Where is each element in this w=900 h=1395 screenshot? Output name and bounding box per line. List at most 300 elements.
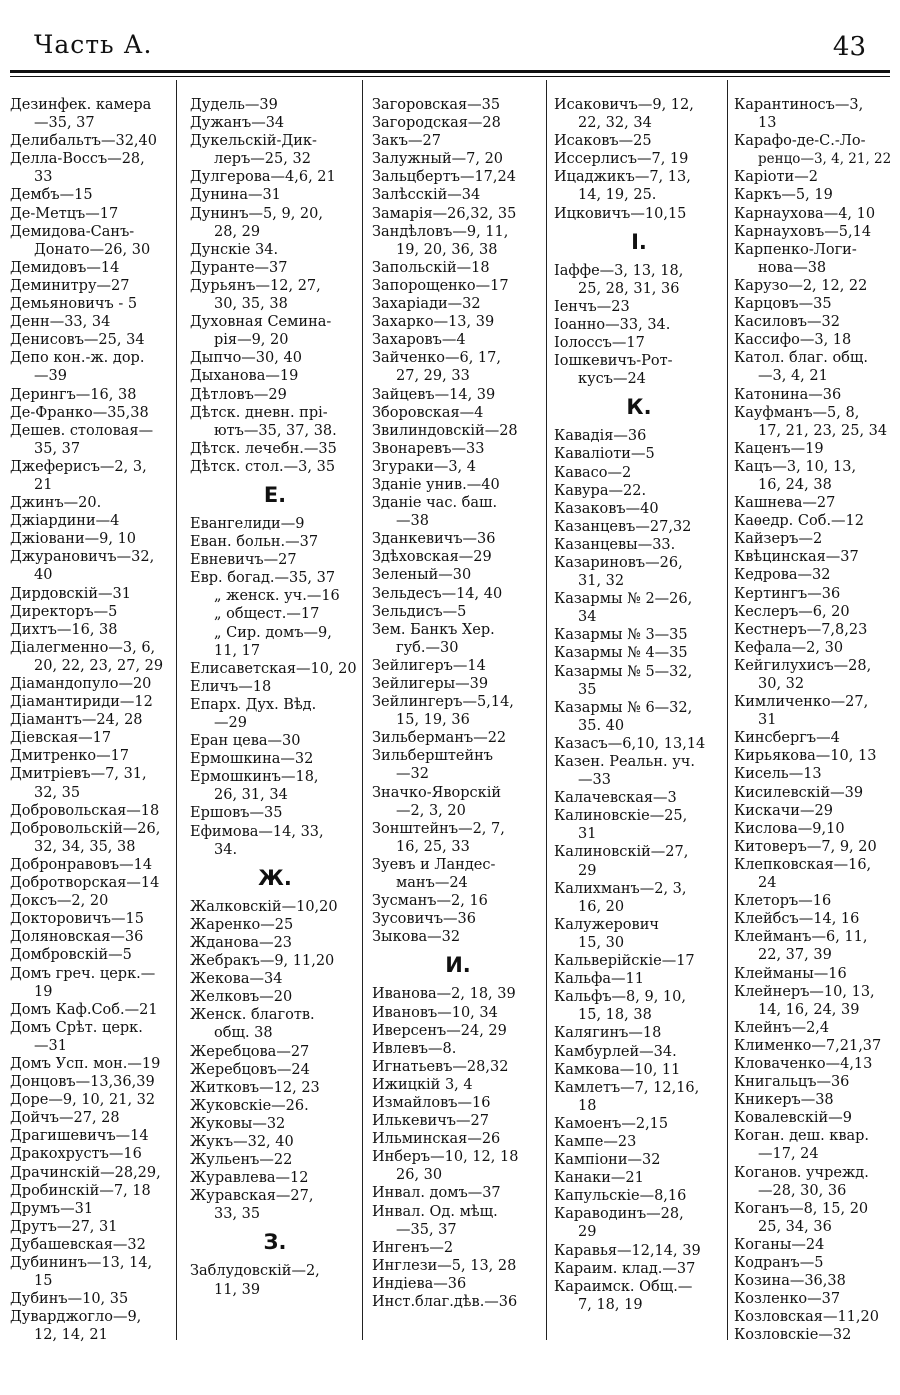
- directory-entry: Де-Франко—35,38: [10, 404, 149, 421]
- entry-continuation: 15, 30: [578, 934, 625, 951]
- directory-entry: Камлетъ—7, 12,16,: [554, 1079, 700, 1096]
- entry-continuation: 30, 35, 38: [214, 296, 288, 313]
- directory-entry: Казармы № 6—32,: [554, 699, 693, 716]
- entry-continuation: 11, 39: [214, 1281, 261, 1298]
- directory-entry: Дуварджогло—9,: [10, 1309, 142, 1326]
- directory-entry: Иссерлисъ—7, 19: [554, 151, 689, 168]
- directory-entry: Захарiади—32: [372, 296, 481, 313]
- directory-entry: Измайловъ—16: [372, 1094, 491, 1111]
- directory-entry: Казармы № 2—26,: [554, 591, 693, 608]
- directory-entry: Коганов. учрежд.: [734, 1164, 869, 1181]
- directory-entry: Журавская—27,: [190, 1188, 314, 1205]
- directory-entry: Зальцбертъ—17,24: [372, 169, 516, 186]
- directory-entry: Зельдесъ—14, 40: [372, 585, 503, 602]
- directory-entry: Кникеръ—38: [734, 1092, 834, 1109]
- directory-entry: Загоровская—35: [372, 97, 501, 113]
- directory-entry: Кертингъ—36: [734, 585, 841, 602]
- directory-entry: Жеребцова—27: [190, 1043, 310, 1060]
- directory-entry: Доляновская—36: [10, 929, 144, 946]
- directory-entry: Кловаченко—4,13: [734, 1055, 873, 1072]
- header-rule-thick: [10, 70, 890, 73]
- entry-continuation: 22, 32, 34: [578, 115, 652, 132]
- entry-continuation: 40: [34, 567, 53, 584]
- entry-continuation: 18: [578, 1097, 597, 1114]
- directory-entry: Дихтъ—16, 38: [10, 621, 118, 638]
- directory-entry: Кампе—23: [554, 1133, 637, 1150]
- directory-entry: Зборовская—4: [372, 404, 484, 421]
- directory-entry: Караимск. Общ.—: [554, 1278, 693, 1295]
- directory-entry: Дыханова—19: [190, 368, 299, 385]
- directory-entry: Донцовъ—13,36,39: [10, 1074, 155, 1091]
- entry-continuation: кусъ—24: [578, 371, 646, 388]
- directory-entry: Жалковскiй—10,20: [190, 898, 338, 915]
- directory-entry: Кальфъ—8, 9, 10,: [554, 989, 686, 1006]
- directory-column-1: [10, 96, 174, 1344]
- entry-continuation: 21: [34, 476, 53, 493]
- directory-entry: Дужанъ—34: [190, 115, 285, 132]
- directory-entry: Журавлева—12: [190, 1170, 309, 1187]
- directory-entry: Ицаджикъ—7, 13,: [554, 169, 691, 186]
- directory-entry: Камбурлей—34.: [554, 1043, 677, 1060]
- directory-entry: Ермошкина—32: [190, 751, 314, 768]
- entry-continuation: ютъ—35, 37, 38.: [214, 422, 337, 439]
- entry-continuation: 29: [578, 862, 597, 879]
- entry-continuation: „ женск. уч.—16: [214, 588, 340, 605]
- directory-entry: Добронравовъ—14: [10, 856, 153, 873]
- directory-entry: Клейнъ—2,4: [734, 1019, 830, 1036]
- directory-entry: Делибальтъ—32,40: [10, 133, 157, 150]
- entry-continuation: 24: [758, 875, 777, 892]
- directory-entry: Еран цева—30: [190, 733, 301, 750]
- directory-entry: Ижицкiй 3, 4: [372, 1076, 473, 1093]
- directory-entry: Дудель—39: [190, 97, 278, 113]
- directory-entry: Калиновскiе—25,: [554, 808, 688, 825]
- directory-entry: Желковъ—20: [190, 989, 293, 1006]
- entry-continuation: нова—38: [758, 259, 827, 276]
- directory-entry: Демьяновичъ - 5: [10, 296, 138, 313]
- directory-entry: Казаковъ—40: [554, 500, 659, 517]
- letter-heading: К.: [626, 395, 652, 420]
- entry-continuation: 14, 16, 24, 39: [758, 1001, 860, 1018]
- directory-entry: Джинъ—20.: [10, 495, 102, 512]
- directory-entry: Инвал. Од. мѣщ.: [372, 1203, 498, 1220]
- directory-entry: Дойчъ—27, 28: [10, 1110, 120, 1127]
- directory-entry: Катонина—36: [734, 386, 842, 403]
- directory-entry: Денисовъ—25, 34: [10, 332, 145, 349]
- entry-continuation: —39: [34, 368, 67, 385]
- directory-entry: Директоръ—5: [10, 603, 118, 620]
- entry-continuation: 34: [578, 609, 597, 626]
- directory-entry: Кефала—2, 30: [734, 639, 844, 656]
- column-divider: [362, 80, 363, 1340]
- entry-continuation: 35. 40: [578, 717, 625, 734]
- directory-entry: Карнаухова—4, 10: [734, 205, 876, 222]
- directory-entry: Дубинъ—10, 35: [10, 1291, 129, 1308]
- column-divider: [176, 80, 177, 1340]
- directory-entry: Дѣтск. лечебн.—35: [190, 440, 337, 457]
- directory-entry: Закъ—27: [372, 133, 441, 150]
- directory-entry: Жукъ—32, 40: [190, 1133, 294, 1150]
- directory-entry: Иверсенъ—24, 29: [372, 1022, 507, 1039]
- directory-entry: Катол. благ. общ.: [734, 350, 868, 367]
- directory-entry: Дiевская—17: [10, 730, 112, 747]
- entry-continuation: манъ—24: [396, 875, 468, 892]
- letter-heading: Ж.: [258, 865, 292, 890]
- directory-entry: Канаки—21: [554, 1170, 644, 1187]
- directory-entry: Значко-Яворскiй: [372, 784, 501, 801]
- entry-continuation: —29: [214, 715, 247, 731]
- directory-entry: Казасъ—6,10, 13,14: [554, 735, 706, 752]
- entry-continuation: 15, 19, 36: [396, 712, 470, 729]
- directory-entry: Ицковичъ—10,15: [554, 205, 687, 222]
- directory-entry: Дезинфек. камера: [10, 97, 152, 113]
- directory-entry: Евневичъ—27: [190, 552, 297, 569]
- directory-entry: Клименко—7,21,37: [734, 1037, 882, 1054]
- directory-entry: Игнатьевъ—28,32: [372, 1058, 509, 1075]
- directory-entry: Коган. деш. квар.: [734, 1128, 870, 1145]
- entry-continuation: 35, 37: [34, 440, 81, 457]
- directory-entry: Дѣтск. дневн. прi-: [190, 404, 328, 421]
- directory-entry: Запорощенко—17: [372, 277, 509, 294]
- directory-entry: Дiамантъ—24, 28: [10, 712, 143, 729]
- directory-entry: Зусовичъ—36: [372, 911, 477, 928]
- entry-continuation: 32, 35: [34, 784, 81, 801]
- directory-entry: Денн—33, 34: [10, 314, 111, 331]
- entry-continuation: 17, 21, 23, 25, 34: [758, 422, 888, 439]
- directory-entry: Загородская—28: [372, 115, 501, 132]
- directory-entry: Кальверiйскiе—17: [554, 953, 695, 970]
- directory-entry: Кавура—22.: [554, 482, 647, 499]
- directory-entry: Зандѣловъ—9, 11,: [372, 223, 509, 240]
- directory-entry: Деминитру—27: [10, 277, 130, 294]
- directory-entry: Козина—36,38: [734, 1273, 846, 1290]
- entry-continuation: 22, 37, 39: [758, 947, 832, 964]
- directory-entry: Зильберманъ—22: [372, 730, 507, 747]
- directory-column-5: [734, 96, 894, 1344]
- directory-entry: Замарiя—26,32, 35: [372, 205, 517, 222]
- directory-entry: Зданiе час. баш.: [372, 495, 498, 512]
- entry-continuation: губ.—30: [396, 639, 459, 656]
- directory-entry: Дирдовскiй—31: [10, 585, 131, 602]
- directory-entry: Зусманъ—2, 16: [372, 893, 488, 910]
- directory-entry: Калихманъ—2, 3,: [554, 880, 687, 897]
- directory-column-4: [554, 96, 724, 1314]
- directory-entry: Дубининъ—13, 14,: [10, 1255, 153, 1271]
- directory-entry: Домъ Усп. мон.—19: [10, 1055, 161, 1072]
- directory-entry: Кисилевскiй—39: [734, 784, 864, 801]
- directory-entry: Кислова—9,10: [734, 820, 845, 837]
- directory-entry: Доксъ—2, 20: [10, 893, 109, 910]
- directory-entry: Згураки—3, 4: [372, 458, 476, 475]
- directory-column-2: [190, 96, 360, 1299]
- directory-entry: Звилиндовскiй—28: [372, 422, 518, 439]
- entry-continuation: —17, 24: [758, 1146, 819, 1163]
- entry-continuation: —28, 30, 36: [758, 1182, 847, 1199]
- page-number: 43: [832, 32, 866, 62]
- directory-entry: Домбровскiй—5: [10, 947, 132, 964]
- directory-entry: Ивановъ—10, 34: [372, 1004, 498, 1021]
- directory-entry: Кауфманъ—5, 8,: [734, 404, 860, 421]
- directory-entry: Книгальцъ—36: [734, 1074, 850, 1091]
- directory-entry: Кацъ—3, 10, 13,: [734, 458, 857, 475]
- directory-entry: Зайцевъ—14, 39: [372, 386, 496, 403]
- directory-entry: Дубашевская—32: [10, 1236, 146, 1253]
- directory-entry: Дiамандопуло—20: [10, 676, 152, 692]
- entry-continuation: леръ—25, 32: [214, 151, 311, 168]
- directory-entry: Казанцевы—33.: [554, 536, 676, 553]
- directory-entry: Кашнева—27: [734, 495, 836, 512]
- directory-entry: Домъ греч. церк.—: [10, 965, 156, 982]
- directory-entry: Клейманы—16: [734, 965, 847, 982]
- directory-entry: Кассифо—3, 18: [734, 332, 852, 349]
- directory-entry: Дыпчо—30, 40: [190, 350, 302, 367]
- directory-entry: Калягинъ—18: [554, 1025, 662, 1042]
- entry-continuation: Донато—26, 30: [34, 241, 151, 258]
- directory-entry: Кимличенко—27,: [734, 694, 869, 711]
- directory-entry: Инглези—5, 13, 28: [372, 1257, 517, 1274]
- directory-entry: Добровольская—18: [10, 802, 160, 819]
- directory-entry: Дробинскiй—7, 18: [10, 1182, 151, 1199]
- directory-entry: Iолоссъ—17: [554, 335, 645, 352]
- directory-entry: Добротворская—14: [10, 875, 160, 892]
- directory-entry: Козленко—37: [734, 1291, 841, 1308]
- directory-entry: Карцовъ—35: [734, 296, 832, 313]
- directory-entry: Клейнеръ—10, 13,: [734, 983, 875, 1000]
- directory-entry: Кампiони—32: [554, 1152, 661, 1169]
- directory-entry: Квѣцинская—37: [734, 549, 859, 566]
- directory-entry: Каваліоти—5: [554, 446, 655, 463]
- directory-entry: Друтъ—27, 31: [10, 1218, 118, 1235]
- directory-entry: Дракохрустъ—16: [10, 1146, 142, 1163]
- entry-continuation: 13: [758, 115, 777, 132]
- entry-continuation: 32, 34, 35, 38: [34, 838, 136, 855]
- entry-continuation: —33: [578, 772, 611, 789]
- directory-entry: Iоанно—33, 34.: [554, 316, 671, 333]
- directory-entry: Жуковы—32: [190, 1115, 286, 1132]
- directory-entry: Каѳедр. Соб.—12: [734, 513, 864, 530]
- directory-entry: Дембъ—15: [10, 187, 93, 204]
- directory-entry: Дунинъ—5, 9, 20,: [190, 205, 323, 222]
- directory-entry: Дiамантириди—12: [10, 694, 153, 711]
- directory-entry: Доре—9, 10, 21, 32: [10, 1092, 156, 1109]
- directory-entry: Кайзеръ—2: [734, 531, 823, 548]
- directory-entry: Караводинъ—28,: [554, 1206, 684, 1223]
- directory-entry: Китоверъ—7, 9, 20: [734, 838, 877, 855]
- entry-continuation: 31, 32: [578, 573, 625, 590]
- directory-entry: Де-Метцъ—17: [10, 205, 119, 222]
- directory-entry: Захаровъ—4: [372, 332, 466, 349]
- entry-continuation: —3, 4, 21: [758, 368, 828, 385]
- directory-entry: Зыкова—32: [372, 929, 461, 946]
- directory-entry: Казармы № 5—32,: [554, 663, 693, 680]
- directory-entry: Домъ Каф.Соб.—21: [10, 1001, 158, 1018]
- entry-continuation: 25, 34, 36: [758, 1218, 832, 1235]
- directory-entry: Драгишевичъ—14: [10, 1128, 149, 1145]
- directory-entry: Карнауховъ—5,14: [734, 223, 872, 240]
- directory-entry: Зем. Банкъ Хер.: [372, 621, 495, 638]
- directory-entry: Зайченко—6, 17,: [372, 350, 501, 367]
- entry-continuation: —38: [396, 513, 429, 530]
- entry-continuation: 33: [34, 169, 53, 186]
- directory-entry: Козловская—11,20: [734, 1309, 879, 1326]
- directory-entry: Карпенко-Логи-: [734, 241, 857, 258]
- directory-entry: Евр. богад.—35, 37: [190, 570, 336, 587]
- entry-continuation: 16, 24, 38: [758, 476, 832, 493]
- directory-entry: Дерингъ—16, 38: [10, 386, 137, 403]
- entry-continuation: 14, 19, 25.: [578, 187, 657, 204]
- directory-entry: Капульскiе—8,16: [554, 1188, 687, 1205]
- letter-heading: Е.: [263, 482, 287, 507]
- directory-entry: Ермошкинъ—18,: [190, 769, 319, 786]
- entry-continuation: „ Сир. домъ—9,: [214, 624, 332, 641]
- entry-continuation: —2, 3, 20: [396, 802, 466, 819]
- directory-entry: Ингенъ—2: [372, 1239, 454, 1256]
- section-title: Часть А.: [34, 30, 153, 59]
- column-divider: [727, 80, 728, 1340]
- directory-entry: Iаффе—3, 13, 18,: [554, 262, 684, 279]
- directory-column-3: [372, 96, 544, 1311]
- directory-entry: Кестнеръ—7,8,23: [734, 621, 868, 638]
- directory-entry: Зейлигеры—39: [372, 676, 489, 692]
- entry-continuation: общ. 38: [214, 1025, 273, 1042]
- entry-continuation: ренцо—3, 4, 21, 22: [758, 151, 892, 168]
- directory-entry: Джеферисъ—2, 3,: [10, 458, 147, 475]
- directory-entry: Еличъ—18: [190, 678, 272, 695]
- entry-continuation: —32: [396, 766, 429, 783]
- directory-entry: Коганъ—8, 15, 20: [734, 1200, 869, 1217]
- directory-entry: Демидовъ—14: [10, 259, 120, 276]
- directory-entry: Калужерович: [554, 916, 659, 933]
- entry-continuation: 19: [34, 983, 53, 1000]
- directory-entry: Клепковская—16,: [734, 856, 872, 873]
- directory-entry: Дунина—31: [190, 187, 281, 204]
- header-rule-thin: [10, 76, 890, 77]
- directory-entry: Зеленый—30: [372, 567, 472, 584]
- directory-entry: Евангелиди—9: [190, 515, 305, 532]
- entry-continuation: 30, 32: [758, 676, 805, 692]
- directory-entry: Кейгилухисъ—28,: [734, 657, 872, 674]
- directory-entry: Клейманъ—6, 11,: [734, 929, 868, 946]
- directory-entry: Казармы № 4—35: [554, 645, 688, 662]
- entry-continuation: —31: [34, 1037, 67, 1054]
- directory-entry: Жекова—34: [190, 971, 283, 988]
- directory-entry: Казанцевъ—27,32: [554, 518, 692, 535]
- entry-continuation: 16, 20: [578, 898, 625, 915]
- directory-entry: Депо кон.-ж. дор.: [10, 350, 145, 367]
- entry-continuation: 15, 18, 38: [578, 1007, 652, 1024]
- entry-continuation: 35: [578, 681, 597, 698]
- entry-continuation: 25, 28, 31, 36: [578, 280, 680, 297]
- directory-entry: Друмъ—31: [10, 1200, 94, 1217]
- directory-entry: Дмитренко—17: [10, 748, 130, 765]
- entry-continuation: 19, 20, 36, 38: [396, 241, 498, 258]
- entry-continuation: 31: [758, 712, 777, 729]
- directory-entry: Кедрова—32: [734, 567, 831, 584]
- directory-entry: Кавасо—2: [554, 464, 632, 481]
- directory-entry: Домъ Срѣт. церк.: [10, 1019, 143, 1036]
- directory-entry: Иванова—2, 18, 39: [372, 986, 516, 1003]
- directory-entry: Еван. больн.—37: [190, 534, 319, 551]
- directory-entry: Кодранъ—5: [734, 1255, 824, 1271]
- directory-entry: Козловскiе—32: [734, 1327, 852, 1344]
- directory-entry: Кисель—13: [734, 766, 822, 783]
- directory-entry: Ивлевъ—8.: [372, 1040, 457, 1057]
- directory-entry: Жеребцовъ—24: [190, 1061, 310, 1078]
- entry-continuation: рiя—9, 20: [214, 332, 289, 349]
- directory-entry: Кискачи—29: [734, 802, 833, 819]
- directory-entry: Карузо—2, 12, 22: [734, 277, 868, 294]
- directory-entry: Делла-Воссъ—28,: [10, 151, 145, 168]
- directory-entry: Жаренко—25: [190, 916, 294, 933]
- directory-entry: Кеслеръ—6, 20: [734, 603, 850, 620]
- entry-continuation: 29: [578, 1224, 597, 1241]
- directory-entry: Ефимова—14, 33,: [190, 823, 324, 840]
- entry-continuation: 11, 17: [214, 642, 261, 659]
- directory-entry: Ершовъ—35: [190, 805, 283, 822]
- directory-entry: Запольскiй—18: [372, 259, 490, 276]
- directory-entry: Iошкевичъ-Рот-: [554, 353, 673, 370]
- directory-entry: Демидова-Санъ-: [10, 223, 135, 240]
- directory-entry: Зельдисъ—5: [372, 603, 467, 620]
- directory-entry: Жуковскiе—26.: [190, 1097, 309, 1114]
- directory-entry: Дешев. столовая—: [10, 422, 154, 439]
- entry-continuation: 12, 14, 21: [34, 1327, 108, 1344]
- entry-continuation: 34.: [214, 841, 238, 858]
- directory-entry: Зейлингеръ—5,14,: [372, 694, 514, 711]
- directory-entry: Каркъ—5, 19: [734, 187, 833, 204]
- directory-entry: Коганы—24: [734, 1236, 825, 1253]
- entry-continuation: —35, 37: [34, 115, 95, 132]
- directory-entry: Жульенъ—22: [190, 1152, 293, 1169]
- directory-entry: Елисаветская—10, 20: [190, 660, 357, 677]
- directory-entry: Джiовани—9, 10: [10, 531, 137, 548]
- directory-entry: Ковалевскiй—9: [734, 1110, 852, 1127]
- directory-entry: Клейбсъ—14, 16: [734, 911, 860, 928]
- entry-continuation: 26, 31, 34: [214, 787, 288, 804]
- directory-entry: Индiева—36: [372, 1275, 467, 1292]
- directory-entry: Зонштейнъ—2, 7,: [372, 820, 505, 837]
- directory-entry: Жебракъ—9, 11,20: [190, 953, 335, 970]
- directory-entry: Казен. Реальн. уч.: [554, 754, 695, 770]
- directory-entry: Заблудовскiй—2,: [190, 1263, 320, 1280]
- directory-entry: Карафо-де-С.-Ло-: [734, 133, 866, 150]
- column-divider: [546, 80, 547, 1340]
- directory-entry: Зданкевичъ—36: [372, 531, 496, 548]
- directory-entry: Караим. клад.—37: [554, 1260, 696, 1277]
- directory-entry: Залужный—7, 20: [372, 151, 504, 168]
- directory-entry: Инберъ—10, 12, 18: [372, 1149, 519, 1166]
- directory-entry: Калиновскiй—27,: [554, 844, 689, 861]
- letter-heading: I.: [631, 229, 647, 254]
- entry-continuation: 28, 29: [214, 223, 261, 240]
- directory-entry: Женск. благотв.: [190, 1007, 315, 1024]
- entry-continuation: 15: [34, 1273, 53, 1290]
- entry-continuation: 31: [578, 826, 597, 843]
- directory-entry: Каравья—12,14, 39: [554, 1242, 701, 1259]
- directory-entry: Залѣсскiй—34: [372, 187, 481, 204]
- directory-entry: Звонаревъ—33: [372, 440, 485, 457]
- directory-entry: Ильминская—26: [372, 1131, 501, 1148]
- directory-entry: Казариновъ—26,: [554, 554, 683, 571]
- directory-entry: Дуранте—37: [190, 259, 288, 276]
- directory-entry: Касиловъ—32: [734, 314, 840, 331]
- directory-entry: Камкова—10, 11: [554, 1061, 681, 1078]
- entry-continuation: „ общест.—17: [214, 606, 320, 623]
- directory-entry: Кавадiя—36: [554, 428, 647, 445]
- directory-entry: Каценъ—19: [734, 440, 824, 457]
- entry-continuation: —35, 37: [396, 1221, 457, 1238]
- directory-entry: Житковъ—12, 23: [190, 1079, 320, 1096]
